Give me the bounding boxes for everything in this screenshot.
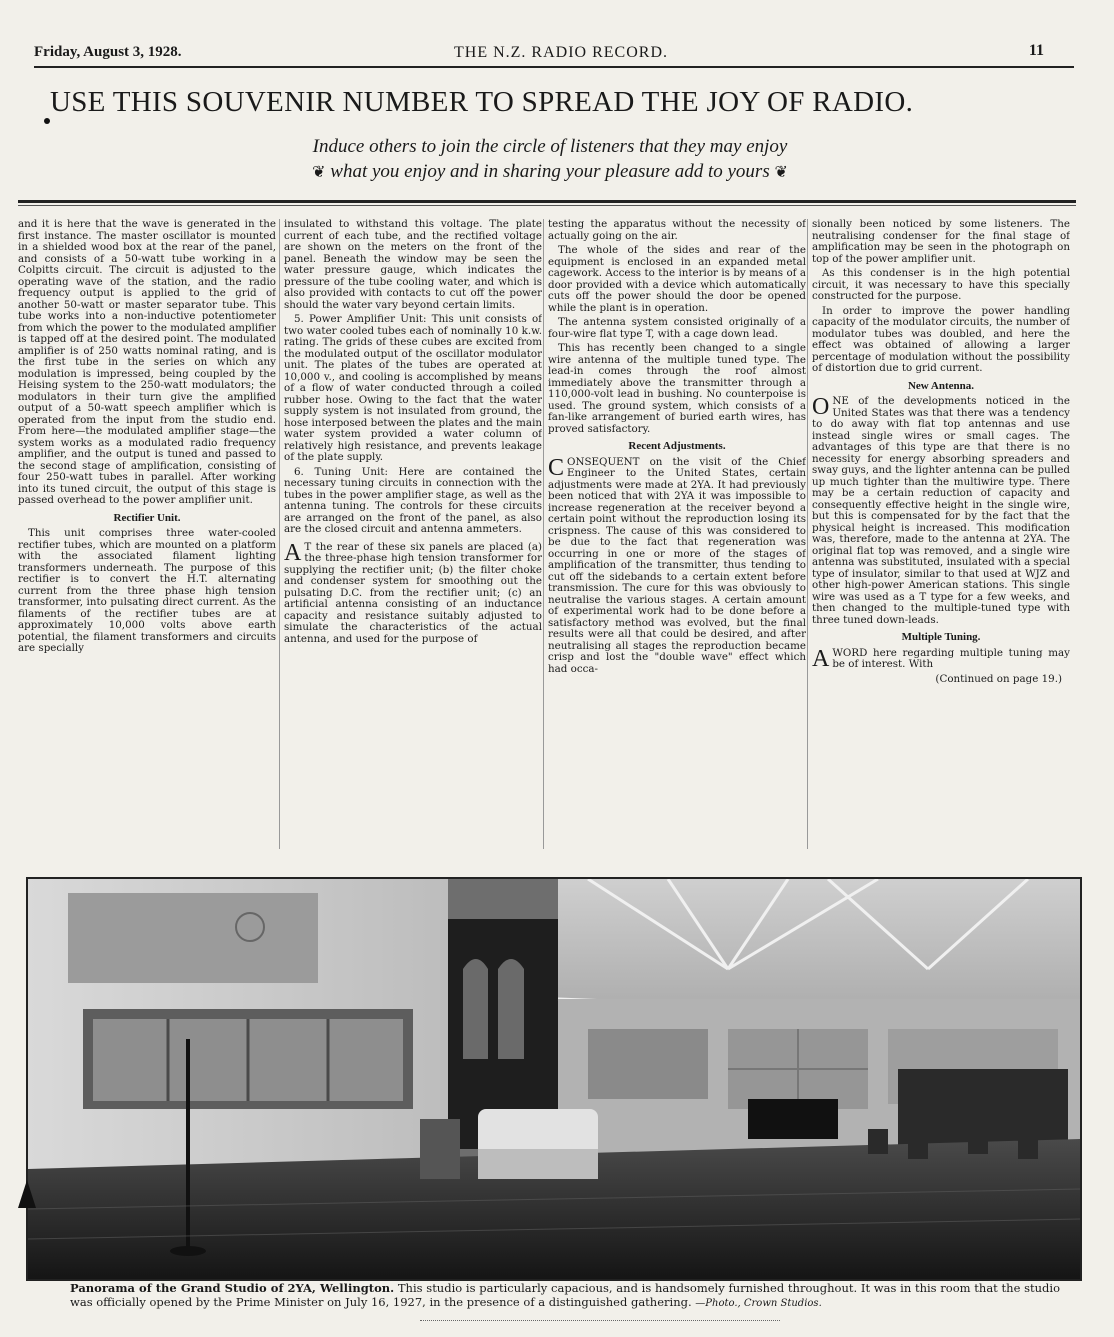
- paragraph: testing the apparatus without the necessity of actually going on the air.: [548, 219, 806, 242]
- article-column-3: [548, 219, 806, 851]
- paragraph: As this condenser is in the high potential circuit, it was necessary to have this specially constructed for the purpose.: [812, 267, 1070, 302]
- continued-note: (Continued on page 19.): [935, 672, 1062, 685]
- dotted-rule: [420, 1320, 780, 1321]
- studio-photo-illustration: [28, 879, 1080, 1279]
- issue-date: Friday, August 3, 1928.: [34, 44, 182, 60]
- paragraph-with-dropcap: [812, 645, 1070, 672]
- hand-pointer-mark: [18, 1180, 36, 1208]
- paragraph: The whole of the sides and rear of the equipment is enclosed in an expanded metal cagework. Access to the interior is by means of a door provided with a device which automatically cuts off the power should the door be opened while the plant is in operation.: [548, 244, 806, 314]
- fleuron-right-icon: ❦: [774, 164, 788, 181]
- article-column-1: [18, 219, 276, 851]
- studio-panorama-photo: [26, 877, 1082, 1281]
- column-divider: [543, 219, 544, 849]
- paragraph-text: WORD here regarding multiple tuning may be of interest. With: [832, 646, 1070, 670]
- subheading-rectifier-unit: Rectifier Unit.: [113, 511, 181, 524]
- paragraph-text: T the rear of these six panels are placed (a) the three-phase high tension transformer for supplying the rectifier unit; (b) the filter choke and condenser system for smoothing out the pulsating D.C. from the rectifier unit; (c) an artificial antenna consisting of an inductance capacity and resistance suitably adjusted to simulate the characteristics of the actual antenna, and used for the purpose of: [284, 540, 542, 645]
- paragraph-text: ONSEQUENT on the visit of the Chief Engineer to the United States, certain adjustments were made at 2YA. It had previously been noticed that with 2YA it was impossible to increase regeneration at the receiver beyond a certain point without the reproduction losing its crispness. The cause of this was considered to be due to the fact that regeneration was occurring in one or more of the stages of amplification of the transmitter, thus tending to cut off the sidebands to a certain extent before transmission. The cure for this was obviously to neutralise the various stages. A certain amount of experimental work had to be done before a satisfactory method was evolved, but the final results were all that could be desired, and after neutralising all stages the reproduction became crisp and lost the "double wave" effect which had occa-: [548, 455, 806, 675]
- paragraph-with-dropcap: [284, 539, 542, 646]
- drop-cap: O: [812, 394, 830, 420]
- deck-line-2-text: what you enjoy and in sharing your pleasure add to yours: [330, 161, 770, 182]
- article-column-4: [812, 219, 1070, 851]
- deck-line-1: Induce others to join the circle of listeners that they may enjoy: [312, 136, 788, 157]
- headline-rule-thin: [18, 205, 1076, 206]
- article-column-2: [284, 219, 542, 851]
- ink-dot: [44, 118, 50, 124]
- paragraph: insulated to withstand this voltage. The plate current of each tube, and the rectified voltage are shown on the meters on the front of the panel. Beneath the window may be seen the water pressure gauge, which indicates the pressure of the tube cooling water, and which is also provided with contacts to cut off the power should the water vary beyond certain limits.: [284, 219, 542, 311]
- wall-panel: [68, 893, 318, 983]
- paragraph: This unit comprises three water-cooled rectifier tubes, which are mounted on a platform with the associated filament lighting transformers underneath. The purpose of this rectifier is to convert the H.T. alternating current from the three phase high tension transformer, into pulsating direct current. As the filaments of the rectifier tubes are at approximately 10,000 volts above earth potential, the filament transformers and circuits are specially: [18, 527, 276, 654]
- paragraph-text: NE of the developments noticed in the United States was that there was a tendency to do away with flat top antennas and use instead single wires or small cages. The advantages of this type are that there is no necessity for energy absorbing spreaders and sway guys, and the lighter antenna can be pulled up much tighter than the multiwire type. There may be a certain reduction of capacity and consequently effective height in the single wire, but this is compensated for by the fact that the physical height is increased. This modification was, therefore, made to the antenna at 2YA. The original flat top was removed, and a single wire antenna was substituted, insulated with a special type of insulator, similar to that used at WJZ and other high-power American stations. This single wire was used as a T type for a few weeks, and then changed to the multiple-tuned type with three tuned down-leads.: [812, 395, 1070, 626]
- paragraph: In order to improve the power handling capacity of the modulator circuits, the number of modulator tubes was doubled, and here the effect was obtained of allowing a larger percentage of modulation without the possibility of distortion due to grid current.: [812, 304, 1070, 374]
- paragraph-with-dropcap: [548, 454, 806, 676]
- radiator: [420, 1119, 460, 1179]
- paragraph: sionally been noticed by some listeners. The neutralising condenser for the final stage of amplification may be seen in the photograph on top of the power amplifier unit.: [812, 219, 1070, 265]
- column-divider: [279, 219, 280, 849]
- grand-piano: [748, 1099, 838, 1139]
- paragraph: 5. Power Amplifier Unit: This unit consists of two water cooled tubes each of nominally 10 k.w. rating. The grids of these cubes are excited from the modulated output of the oscillator modulator unit. The plates of the tubes are operated at 10,000 v., and cooling is accomplished by means of a flow of water conducted through a coiled rubber hose. Owing to the fact that the water supply system is not insulated from ground, the hose interposed between the plates and the main water system provided a water column of relatively high resistance, and prevents leakage of the plate supply.: [284, 313, 542, 463]
- paragraph: This has recently been changed to a single wire antenna of the multiple tuned type. The lead-in comes through the roof almost immediately above the transmitter through a 110,000-volt lead in bushing. No counterpoise is used. The ground system, which consists of a fan-like arrangement of buried earth wires, has proved satisfactory.: [548, 342, 806, 435]
- deck-line-2: [150, 159, 950, 185]
- drop-cap: C: [548, 454, 565, 481]
- paragraph: The antenna system consisted originally of a four-wire flat type T, with a cage down lead.: [548, 316, 806, 340]
- paragraph: and it is here that the wave is generated in the first instance. The master oscillator is mounted in a shielded wood box at the rear of the panel, and consists of a 50-watt tube working in a Colpitts circuit. The circuit is adjusted to the operating wave of the station, and the radio frequency output is applied to the grid of another 50-watt or master separator tube. This tube works into a non-inductive potentiometer from which the power to the modulated amplifier is tapped off at the desired point. The modulated amplifier is of 250 watts nominal rating, and is the first tube in the series on which any modulation is impressed, being coupled by the Heising system to the 250-watt modulators; the modulators in their turn give the amplified output of a 50-watt speech amplifier which is operated from the input from the studio end. From here—the modulated amplifier stage—the system works as a modulated radio frequency amplifier, and the output is tuned and passed to the second stage of amplification, consisting of four 250-watt tubes in parallel. After working into its tuned circuit, the output of this stage is passed overhead to the power amplifier unit.: [18, 219, 276, 506]
- subheading-new-antenna: New Antenna.: [907, 379, 974, 392]
- photo-caption: [70, 1281, 1060, 1311]
- page-headline: USE THIS SOUVENIR NUMBER TO SPREAD THE JOY OF RADIO.: [50, 86, 914, 118]
- drop-cap: A: [284, 539, 302, 566]
- drop-cap: A: [812, 645, 830, 672]
- running-head: [34, 42, 1074, 68]
- subheading-recent-adjustments: Recent Adjustments.: [628, 440, 726, 452]
- column-divider: [807, 219, 808, 849]
- subheading-multiple-tuning: Multiple Tuning.: [901, 631, 981, 643]
- paragraph-with-dropcap: [812, 396, 1070, 626]
- paragraph: 6. Tuning Unit: Here are contained the necessary tuning circuits in connection with the tubes in the power amplifier stage, as well as the antenna tuning. The controls for these circuits are arranged on the front of the panel, as also are the closed circuit and antenna ammeters.: [284, 465, 542, 535]
- masthead-title: THE N.Z. RADIO RECORD.: [454, 44, 668, 61]
- caption-lead: Panorama of the Grand Studio of 2YA, Wellington.: [70, 1281, 395, 1295]
- caption-text: This studio is particularly capacious, and is handsomely furnished throughout. It was in this room that the studio was officially opened by the Prime Minister on July 16, 1927, in the presence of a distinguished gathering.: [70, 1281, 1061, 1309]
- photo-credit: —Photo., Crown Studios.: [695, 1298, 822, 1309]
- headline-deck: [150, 134, 950, 185]
- page-number: 11: [1028, 42, 1044, 59]
- fleuron-left-icon: ❦: [312, 164, 326, 181]
- headline-rule-thick: [18, 200, 1076, 203]
